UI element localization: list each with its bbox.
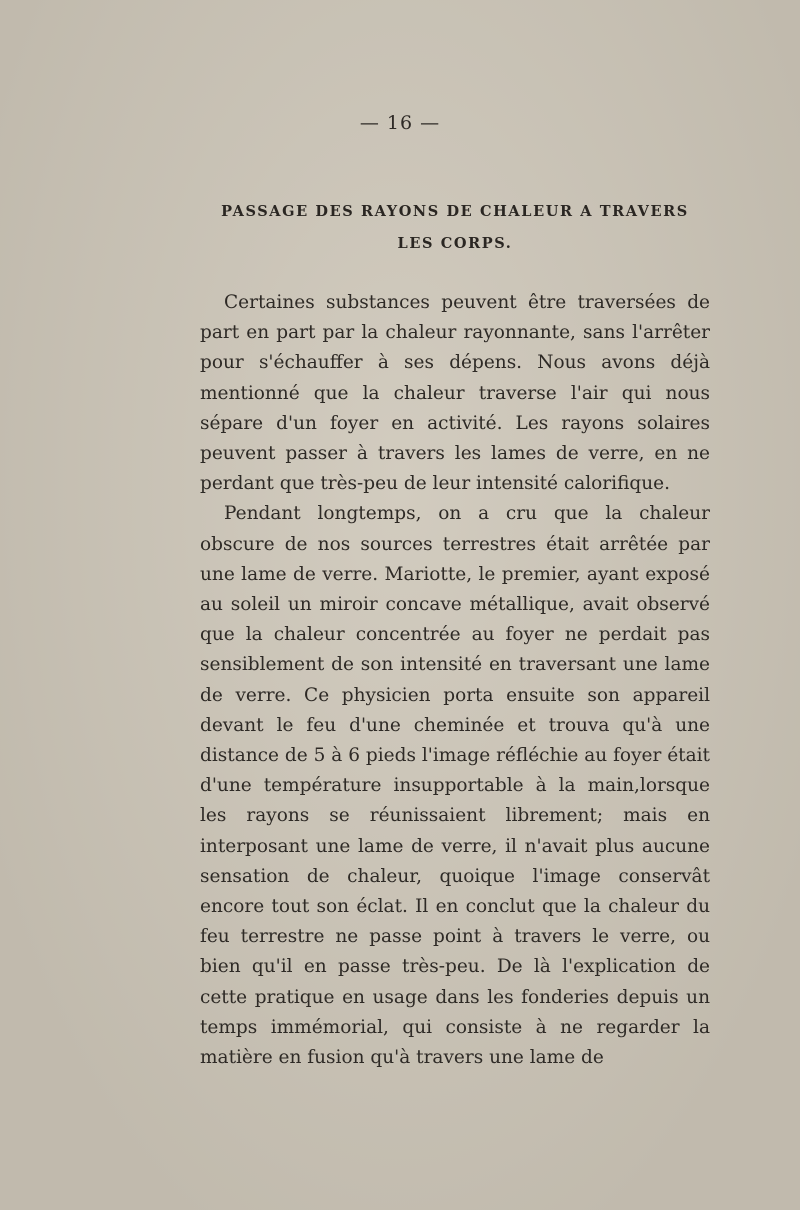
paragraph-1: Certaines substances peuvent être traversées de part en part par la chaleur rayonnante, sans l'arrêter pour s'échauffer à ses dépens. Nous avons déjà mentionné que la chaleur traverse l'air qui nous sépare d'un foyer en activité. Les rayons solaires peuvent passer à travers les lames de verre, en ne perdant que très-peu de leur intensité calorifique.	[200, 292, 710, 495]
body-text	[200, 288, 710, 1073]
page-number: — 16 —	[359, 112, 441, 134]
paragraph-2: Pendant longtemps, on a cru que la chaleur obscure de nos sources terrestres était arrêtée par une lame de verre. Mariotte, le premier, ayant exposé au soleil un miroir concave métallique, avait observé que la chaleur concentrée au foyer ne perdait pas sensiblement de son intensité en traversant une lame de verre. Ce physicien porta ensuite son appareil devant le feu d'une cheminée et trouva qu'à une distance de 5 à 6 pieds l'image réfléchie au foyer était d'une température insupportable à la main,lorsque les rayons se réunissaient librement; mais en interposant une lame de verre, il n'avait plus aucune sensation de chaleur, quoique l'image conservât encore tout son éclat. Il en conclut que la chaleur du feu terrestre ne passe point à travers le verre, ou bien qu'il en passe très-peu. De là l'explication de cette pratique en usage dans les fonderies depuis un temps immémorial, qui consiste à ne regarder la matière en fusion qu'à travers une lame de	[200, 503, 710, 1069]
section-title: PASSAGE DES RAYONS DE CHALEUR A TRAVERS LES CORPS.	[221, 203, 689, 252]
